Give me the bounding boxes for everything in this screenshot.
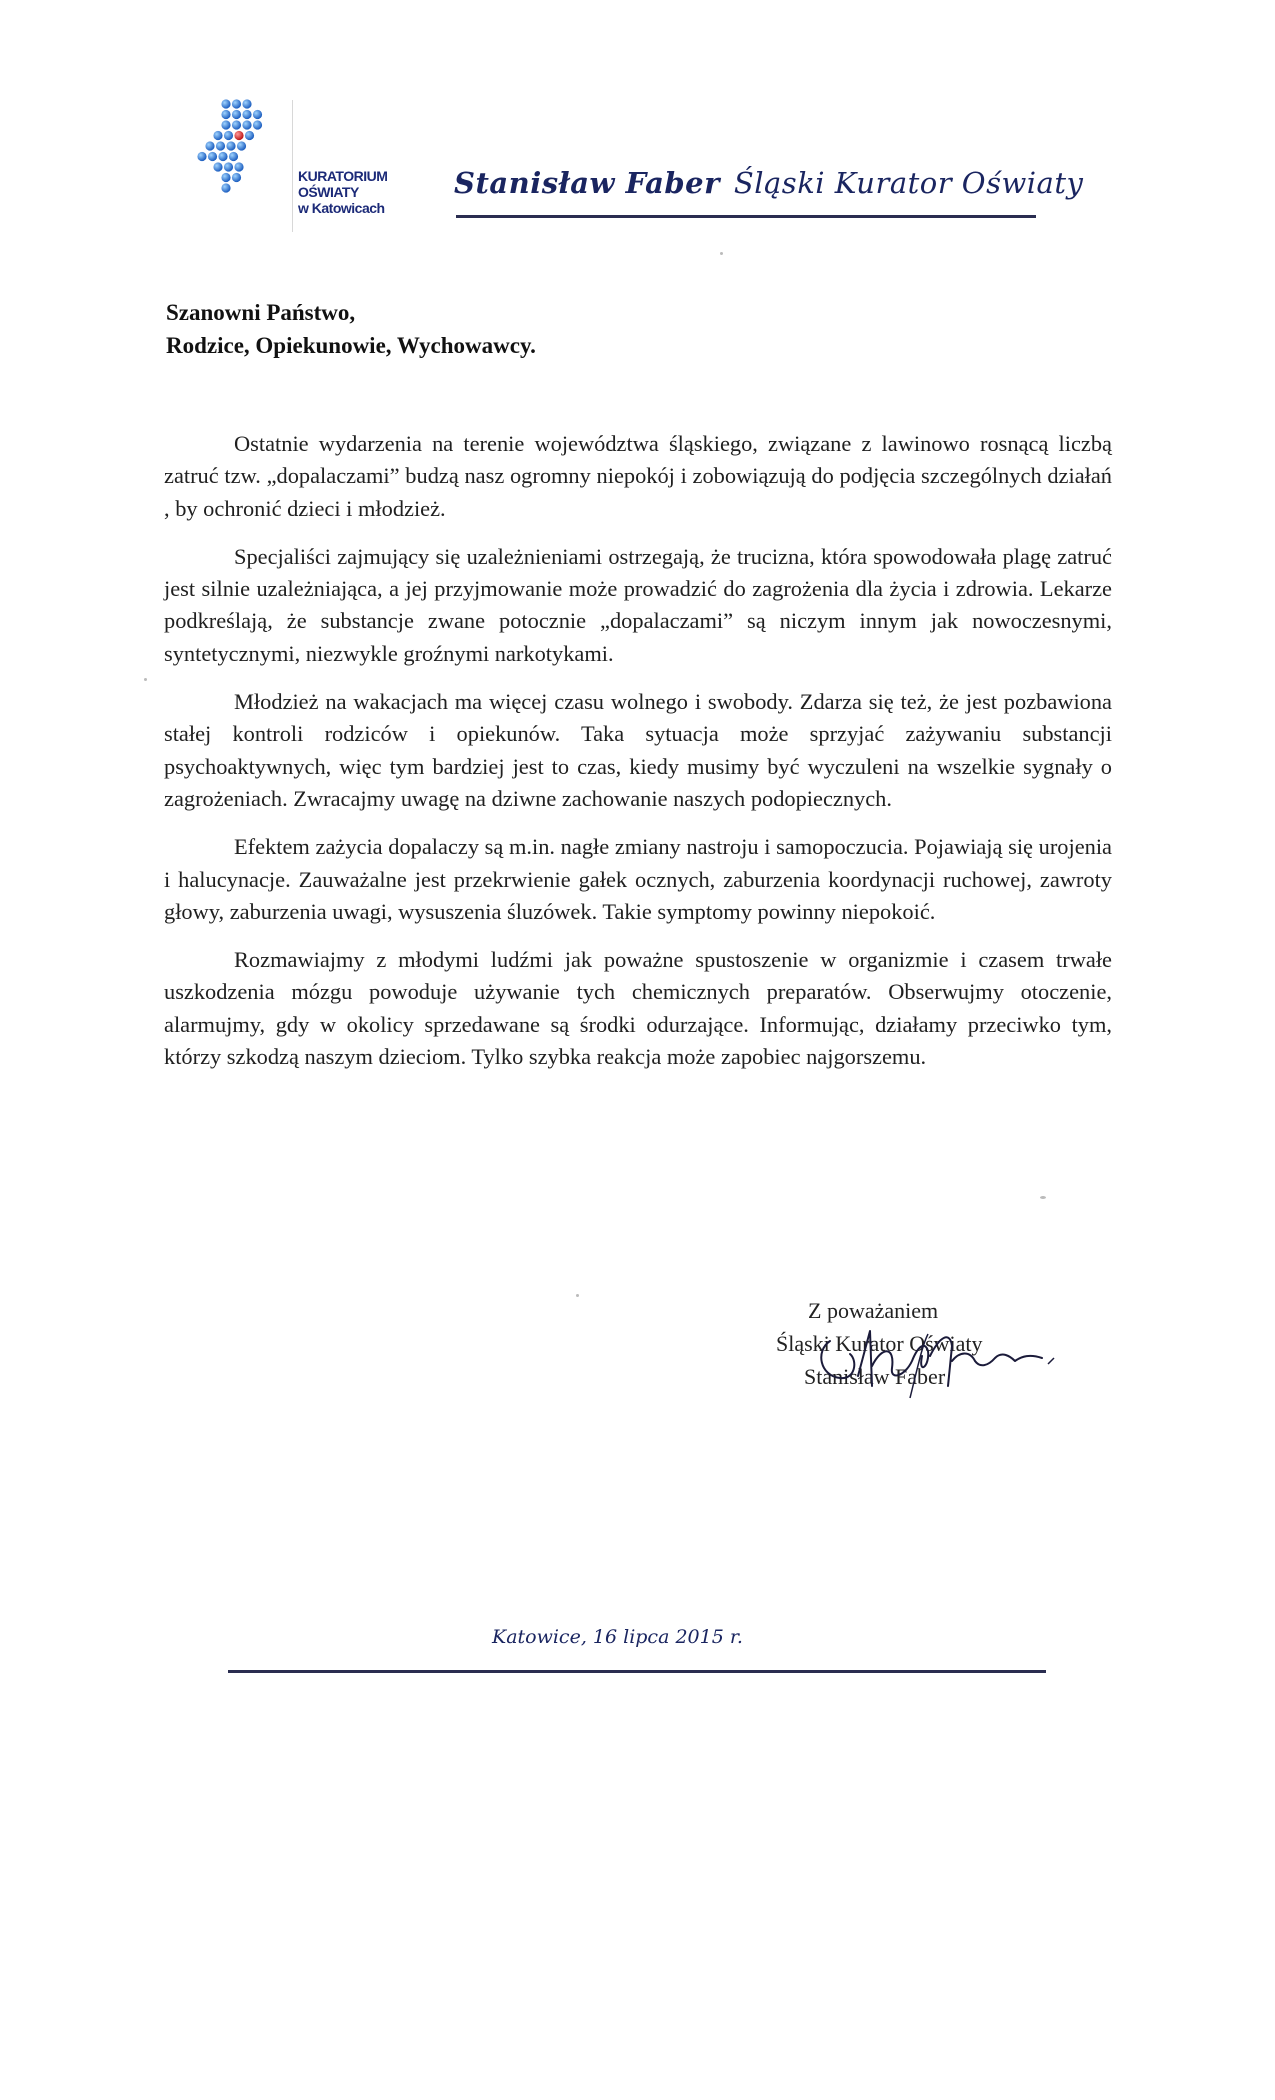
letter-body [164, 428, 1112, 1089]
logo-divider [292, 100, 293, 232]
logo-dot [232, 110, 241, 119]
paragraph: Ostatnie wydarzenia na terenie województwa śląskiego, związane z lawinowo rosnącą liczbą zatruć tzw. „dopalaczami” budzą nasz ogromny niepokój i zobowiązują do podjęcia szczególnych działań , by ochronić dzieci i młodzież. [164, 431, 1112, 521]
logo-dot [237, 141, 246, 150]
handwritten-signature [810, 1306, 1130, 1426]
paragraph: Specjaliści zajmujący się uzależnieniami ostrzegają, że trucizna, która spowodowała plagę zatruć jest silnie uzależniająca, a jej przyjmowanie może prowadzić do zagrożenia dla życia i zdrowia. Lekarze podkreślają, że substancje zwane potocznie „dopalaczami” są niczym innym jak nowoczesnymi, syntetycznymi, niezwykle groźnymi narkotykami. [164, 543, 1112, 666]
author-name: Stanisław Faber [454, 166, 720, 200]
logo-dot [253, 120, 262, 129]
logo-dot [213, 162, 222, 171]
logo-dot [234, 162, 243, 171]
logo-dot [229, 152, 238, 161]
logo-dot [224, 162, 233, 171]
scan-speck [1040, 1196, 1046, 1199]
paragraph: Młodzież na wakacjach ma więcej czasu wolnego i swobody. Zdarza się też, że jest pozbawiona stałej kontroli rodziców i opiekunów. Taka sytuacja może sprzyjać zażywaniu substancji psychoaktywnych, więc tym bardziej jest to czas, kiedy musimy być wyczuleni na wszelkie sygnały o zagrożeniach. Zwracajmy uwagę na dziwne zachowanie naszych podopiecznych. [164, 689, 1112, 811]
paragraph: Rozmawiajmy z młodymi ludźmi jak poważne spustoszenie w organizmie i czasem trwałe uszkodzenia mózgu powoduje używanie tych chemicznych preparatów. Obserwujmy otoczenie, alarmujmy, gdy w okolicy sprzedawane są środki odurzające. Informując, działamy przeciwko tym, którzy szkodzą naszym dzieciom. Tylko szybka reakcja może zapobiec najgorszemu. [164, 947, 1112, 1070]
logo-dot [232, 173, 241, 182]
logo-dot [245, 131, 254, 140]
logo-dot [242, 99, 251, 108]
closing-greeting: Z poważaniem [808, 1298, 939, 1323]
scan-speck [720, 252, 723, 255]
logo-dot [208, 152, 217, 161]
logo-dot [242, 110, 251, 119]
logo-dot [253, 110, 262, 119]
logo-dot [197, 152, 206, 161]
footer-rule [228, 1670, 1046, 1673]
logo-dot [221, 99, 230, 108]
logo-dot [205, 141, 214, 150]
logo-dot [221, 120, 230, 129]
logo-dot [221, 183, 230, 192]
logo-dot [218, 152, 227, 161]
header-rule [456, 215, 1036, 218]
logo-dot [232, 99, 241, 108]
closing-role: Śląski Kurator Oświaty [776, 1331, 983, 1356]
logo-dot [213, 131, 222, 140]
logo-text [298, 168, 387, 216]
logo-dot [224, 131, 233, 140]
closing-name: Stanisław Faber [804, 1364, 946, 1389]
logo-text-line: w Katowicach [298, 200, 385, 216]
logo-text-line: KURATORIUM [298, 168, 388, 184]
salutation [166, 296, 536, 362]
salutation-line-1: Szanowni Państwo, [166, 300, 356, 325]
logo-dot [226, 141, 235, 150]
logo-dot [216, 141, 225, 150]
logo-dot [242, 120, 251, 129]
logo-dot [221, 110, 230, 119]
logo-text-line: OŚWIATY [298, 184, 359, 200]
footer-date: Katowice, 16 lipca 2015 r. [492, 1626, 743, 1648]
logo-dot [221, 173, 230, 182]
salutation-line-2: Rodzice, Opiekunowie, Wychowawcy. [166, 333, 536, 358]
author-role: Śląski Kurator Oświaty [733, 166, 1084, 200]
logo-dot [232, 120, 241, 129]
logo-dot [234, 131, 243, 140]
paragraph: Efektem zażycia dopalaczy są m.in. nagłe zmiany nastroju i samopoczucia. Pojawiają się urojenia i halucynacje. Zauważalne jest przekrwienie gałek ocznych, zaburzenia koordynacji ruchowej, zawroty głowy, zaburzenia uwagi, wysuszenia śluzówek. Takie symptomy powinny niepokoić. [164, 834, 1112, 924]
scan-speck [576, 1294, 579, 1297]
letterhead-title [454, 166, 1083, 200]
scan-speck [144, 678, 147, 681]
